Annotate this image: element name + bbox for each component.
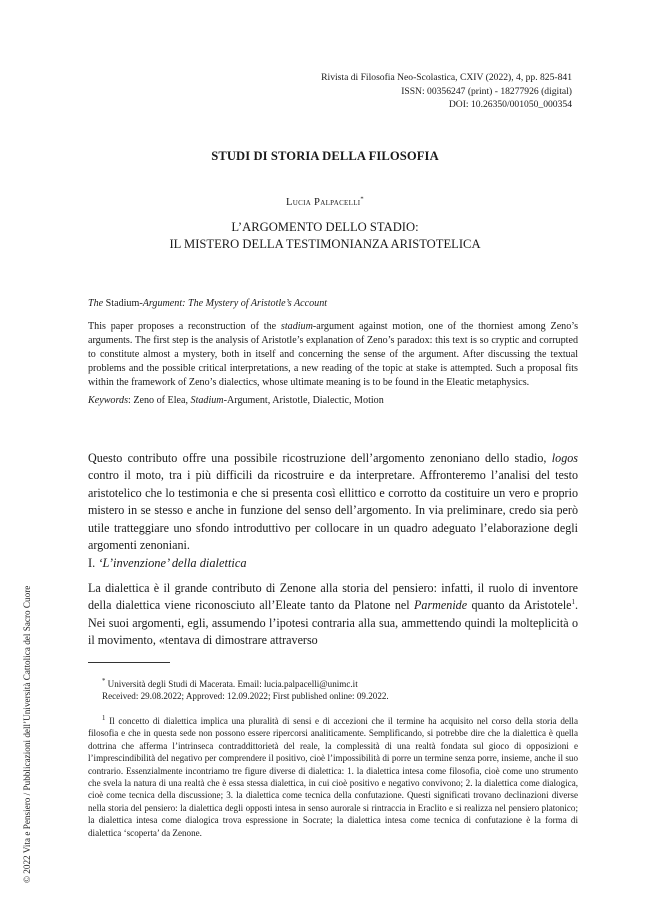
journal-issn: ISSN: 00356247 (print) - 18277926 (digital)	[401, 85, 572, 97]
intro-text-part: Questo contributo offre una possibile ricostruzione dell’argomento zenoniano dello stadio,	[88, 451, 552, 465]
section-number: I.	[88, 556, 99, 570]
journal-header	[321, 71, 572, 112]
english-title-part: -Argument: The Mystery of Aristotle’s Account	[139, 298, 328, 309]
footnote-ref[interactable]: 1	[571, 599, 575, 607]
footnote-divider	[88, 662, 170, 663]
abstract-text	[88, 320, 578, 390]
article-title-line-2: IL MISTERO DELLA TESTIMONIANZA ARISTOTELICA	[169, 237, 481, 251]
keywords-label: Keywords	[88, 395, 129, 407]
abstract-text-part: stadium	[280, 320, 313, 332]
section-text-part: quanto da Aristotele	[467, 598, 572, 613]
author-line	[0, 197, 650, 208]
footnote-mark: 1	[102, 714, 106, 722]
english-title-part: The	[88, 298, 106, 309]
footnote-text: Il concetto di dialettica implica una pluralità di sensi e di accezioni che il termine ha acquisito nel corso della storia della filosofia e che in questa sede non possono essere ripercorsi analiticamente. Semplificando, si potrebbe dire che la dialettica è quella dottrina che afferma l’intrinseca contraddittorietà del reale, la complessità di una realtà fondata sul gioco di opposizioni e l’imprescindibilità del negativo per comprendere il positivo, cioè l’impossibilità di porre un termine senza porre, insieme, anche il suo contrario. Essenzialmente incontriamo tre figure diverse di dialettica: 1. la dialettica intesa come filosofia, cioè come uno strumento che svela la natura di una realtà che è essa stessa dialettica, in cui cioè positivo e negativo convivono; 2. la dialettica come dialogica, cioè come tecnica della discussione; 3. la dialettica come tecnica della confutazione. Questi significati trovano declinazioni diverse nella storia del pensiero: la dialettica degli opposti intesa in senso aurorale si rintraccia in Eraclito e si realizza nel pensiero platonico; la dialettica intesa come dialogica trova espressione in Socrate; la dialettica intesa come tecnica di confutazione è la forma di dialettica ‘scoperta’ da Zenone.	[88, 716, 578, 838]
keywords	[88, 394, 578, 408]
copyright-sidebar: © 2022 Vita e Pensiero / Pubblicazioni dell’Università Cattolica del Sacro Cuore	[22, 585, 32, 883]
section-title: STUDI DI STORIA DELLA FILOSOFIA	[211, 149, 439, 163]
section-heading-text: ‘L’invenzione’ della dialettica	[98, 556, 247, 570]
intro-text-part: contro il moto, tra i più difficili da ricostruire e da interpretare. Affronteremo l’analisi del testo aristotelico che lo testimonia e che si presenta così ellittico e corrotto da costituire un vero e proprio mistero in se stesso e anche in funzione del senso dell’argomento. In via preliminare, credo sia però utile tratteggiare uno sfondo introduttivo per collocare in un quadro adeguato l’elaborazione degli argomenti zenoniani.	[88, 468, 578, 553]
english-title	[88, 297, 578, 311]
journal-citation: Rivista di Filosofia Neo-Scolastica, CXIV (2022), 4, pp. 825-841	[321, 72, 572, 83]
author-footnote-mark: *	[360, 195, 364, 203]
author-name: Lucia Palpacelli	[286, 197, 361, 208]
affiliation-note	[88, 678, 578, 703]
intro-paragraph	[88, 450, 578, 554]
section-text-part: Parmenide	[414, 598, 468, 613]
section-1-heading	[88, 556, 247, 571]
abstract	[88, 297, 578, 408]
article-title	[0, 219, 650, 253]
section-text-part: . Nei suoi argomenti, egli, assumendo l’ipotesi contraria alla sua, ammettendo quindi la molteplicità o il movimento, «tentava di dimostrare attraverso	[88, 598, 578, 648]
dates-text: Received: 29.08.2022; Approved: 12.09.2022; First published online: 09.2022.	[102, 691, 389, 702]
english-title-part: Stadium	[105, 298, 140, 309]
section-1-paragraph	[88, 580, 578, 650]
keywords-part: Stadium	[190, 395, 224, 407]
section-text-part: La dialettica è il grande contributo di Zenone alla storia del pensiero: infatti, il ruolo di inventore della dialettica viene riconosciuto all’Eleate tanto da Platone nel	[88, 581, 578, 613]
footnote-1	[88, 715, 578, 839]
article-title-line-1: L’ARGOMENTO DELLO STADIO:	[231, 220, 419, 234]
journal-doi: DOI: 10.26350/001050_000354	[448, 99, 572, 110]
footnote-mark: *	[102, 677, 106, 685]
keywords-part: : Zeno of Elea,	[128, 395, 191, 407]
keywords-part: -Argument, Aristotle, Dialectic, Motion	[223, 395, 384, 407]
affiliation-text: Università degli Studi di Macerata. Email: lucia.palpacelli@unimc.it	[105, 679, 358, 689]
abstract-text-part: -argument against motion, one of the thorniest among Zeno’s arguments. The first step is the analysis of Aristotle’s explanation of Zeno’s paradox: this text is so cryptic and corrupted to constitute almost a mystery, both in itself and concerning the sense of the argument. After discussing the textual problems and the possible critical interpretations, a new reading of the topic at stake is attempted. Such a proposal fits within the framework of Zeno’s dialectics, whose ultimate meaning is to be found in the Eleatic metaphysics.	[88, 320, 579, 388]
intro-text-part: logos	[551, 451, 578, 465]
abstract-text-part: This paper proposes a reconstruction of the	[88, 320, 281, 332]
